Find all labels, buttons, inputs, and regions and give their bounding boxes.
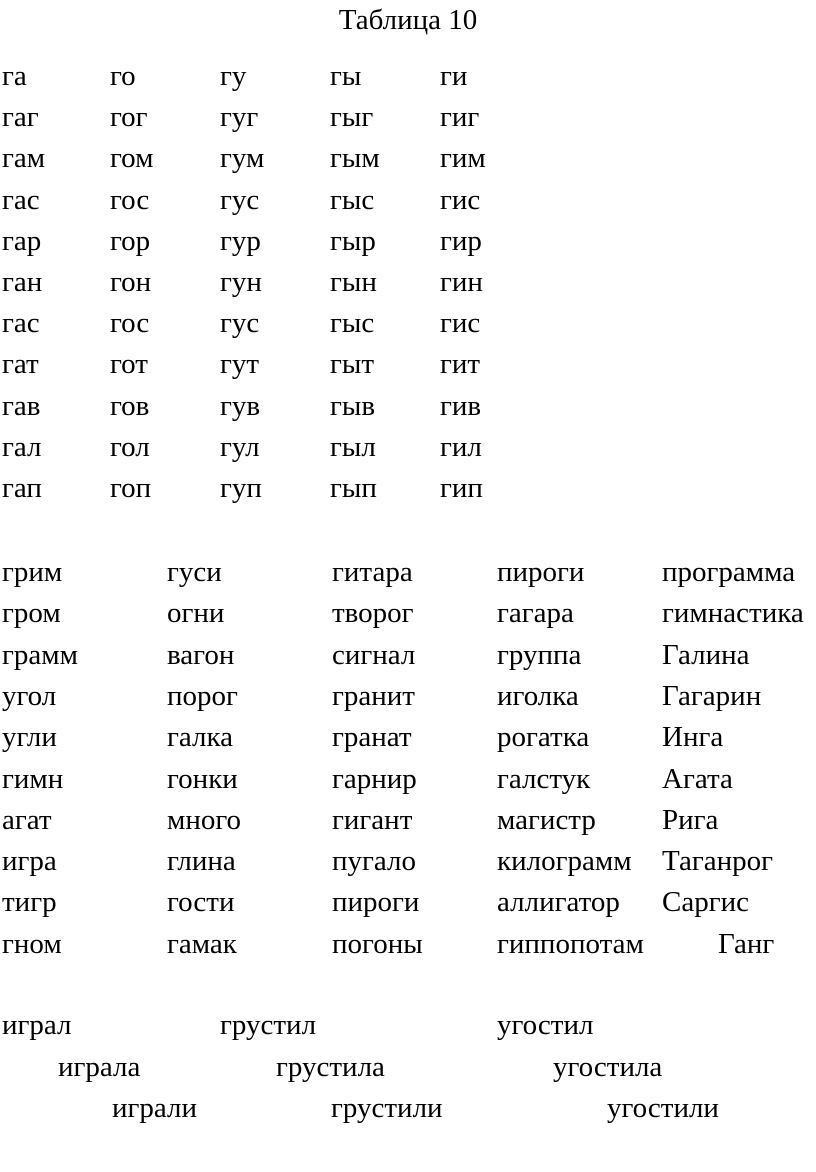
syllable-cell: гы [330, 60, 362, 92]
syllable-cell: гат [2, 348, 39, 381]
syllable-cell: гог [110, 101, 148, 134]
word-cell: грамм [2, 638, 78, 671]
word-cell: килограмм [497, 845, 632, 878]
syllable-cell: гун [220, 266, 262, 298]
word-cell: гимн [2, 762, 64, 795]
word-cell: гимнастика [662, 597, 804, 630]
verb-cell: угостил [497, 1009, 594, 1041]
word-cell: много [167, 803, 242, 836]
word-cell: угол [2, 679, 57, 712]
word-cell: Агата [662, 762, 733, 795]
word-cell: гиппопотам [497, 927, 644, 960]
syllable-cell: гар [2, 224, 42, 257]
syllable-cell: гис [440, 307, 481, 340]
word-cell: гранат [332, 721, 412, 754]
syllable-cell: гим [440, 142, 486, 175]
syllable-cell: гиг [440, 101, 480, 134]
syllable-cell: гып [330, 472, 377, 504]
word-cell: сигнал [332, 638, 416, 671]
verb-cell: грустил [220, 1009, 317, 1041]
syllable-cell: гыр [330, 224, 376, 257]
word-cell: Таганрог [662, 845, 774, 878]
word-cell: гром [2, 597, 61, 630]
syllable-cell: гин [440, 266, 483, 298]
verb-cell: грустила [276, 1050, 385, 1083]
syllable-cell: гап [2, 472, 42, 504]
word-cell: вагон [167, 638, 235, 671]
syllable-cell: гал [2, 430, 42, 463]
syllable-cell: гыт [330, 348, 375, 381]
word-cell: гранит [332, 679, 415, 712]
word-cell: гарнир [332, 762, 417, 795]
word-cell: огни [167, 597, 225, 630]
syllable-cell: гам [2, 142, 46, 175]
word-cell: порог [167, 679, 238, 712]
syllable-cell: гус [220, 307, 260, 340]
word-cell: программа [662, 556, 796, 588]
verb-cell: играла [58, 1050, 141, 1083]
syllable-cell: гын [330, 266, 377, 298]
word-cell: Рига [662, 803, 719, 836]
syllable-cell: го [110, 60, 136, 92]
syllable-cell: гав [2, 389, 41, 422]
word-cell: пироги [497, 556, 585, 588]
word-cell: галстук [497, 762, 591, 795]
word-cell: грим [2, 556, 63, 588]
word-cell: Саргис [662, 886, 749, 919]
syllable-cell: гом [110, 142, 154, 175]
syllable-cell: гыс [330, 183, 375, 216]
syllable-cell: гыг [330, 101, 374, 134]
word-cell: галка [167, 721, 234, 754]
syllable-cell: гис [440, 183, 481, 216]
word-cell: гагара [497, 597, 574, 630]
word-cell: иголка [497, 679, 579, 712]
word-cell: глина [167, 845, 236, 878]
word-cell: Инга [662, 721, 724, 754]
page-title: Таблица 10 [338, 4, 478, 36]
syllable-cell: гаг [2, 101, 39, 134]
word-cell: тигр [2, 886, 57, 919]
word-cell: гном [2, 927, 62, 960]
word-cell: пугало [332, 845, 417, 878]
syllable-cell: гив [440, 389, 482, 422]
syllable-cell: гув [220, 389, 261, 422]
word-cell: угли [2, 721, 57, 754]
syllable-cell: гов [110, 389, 150, 422]
syllable-cell: гуг [220, 101, 259, 134]
word-cell: аллигатор [497, 886, 620, 919]
verb-cell: играли [112, 1092, 198, 1124]
word-cell: рогатка [497, 721, 590, 754]
syllable-cell: гыс [330, 307, 375, 340]
syllable-cell: гас [2, 183, 40, 216]
syllable-cell: гыв [330, 389, 376, 422]
syllable-cell: гип [440, 472, 483, 504]
syllable-cell: гут [220, 348, 260, 381]
word-cell: Гагарин [662, 679, 762, 712]
verb-cell: угостили [607, 1092, 719, 1124]
syllable-cell: гус [220, 183, 260, 216]
syllable-cell: гил [440, 430, 482, 463]
syllable-cell: гур [220, 224, 261, 257]
word-cell: гигант [332, 803, 413, 836]
syllable-cell: гон [110, 266, 152, 298]
syllable-cell: гуп [220, 472, 262, 504]
syllable-cell: гот [110, 348, 148, 381]
word-cell: гонки [167, 762, 238, 795]
word-cell: агат [2, 803, 52, 836]
syllable-cell: гол [110, 430, 150, 463]
syllable-cell: гым [330, 142, 380, 175]
verb-cell: грустили [331, 1092, 443, 1124]
word-cell: творог [332, 597, 414, 630]
word-cell: гитара [332, 556, 413, 588]
syllable-cell: ган [2, 266, 43, 298]
syllable-cell: гас [2, 307, 40, 340]
syllable-cell: га [2, 60, 27, 92]
word-cell: гуси [167, 556, 222, 588]
syllable-cell: гоп [110, 472, 152, 504]
word-cell: гости [167, 886, 235, 919]
word-cell: пироги [332, 886, 420, 919]
word-cell: группа [497, 638, 582, 671]
syllable-cell: гул [220, 430, 260, 463]
word-cell: Галина [662, 638, 750, 671]
syllable-cell: гыл [330, 430, 376, 463]
word-cell: магистр [497, 803, 596, 836]
word-cell: Ганг [718, 927, 775, 960]
syllable-cell: гит [440, 348, 481, 381]
syllable-cell: гу [220, 60, 247, 92]
verb-cell: угостила [553, 1050, 663, 1083]
syllable-cell: гос [110, 307, 150, 340]
word-cell: игра [2, 845, 57, 878]
word-cell: погоны [332, 927, 423, 960]
syllable-cell: гир [440, 224, 482, 257]
syllable-cell: гор [110, 224, 151, 257]
word-cell: гамак [167, 927, 237, 960]
syllable-cell: гум [220, 142, 265, 175]
verb-cell: играл [2, 1009, 72, 1041]
syllable-cell: гос [110, 183, 150, 216]
syllable-cell: ги [440, 60, 468, 92]
